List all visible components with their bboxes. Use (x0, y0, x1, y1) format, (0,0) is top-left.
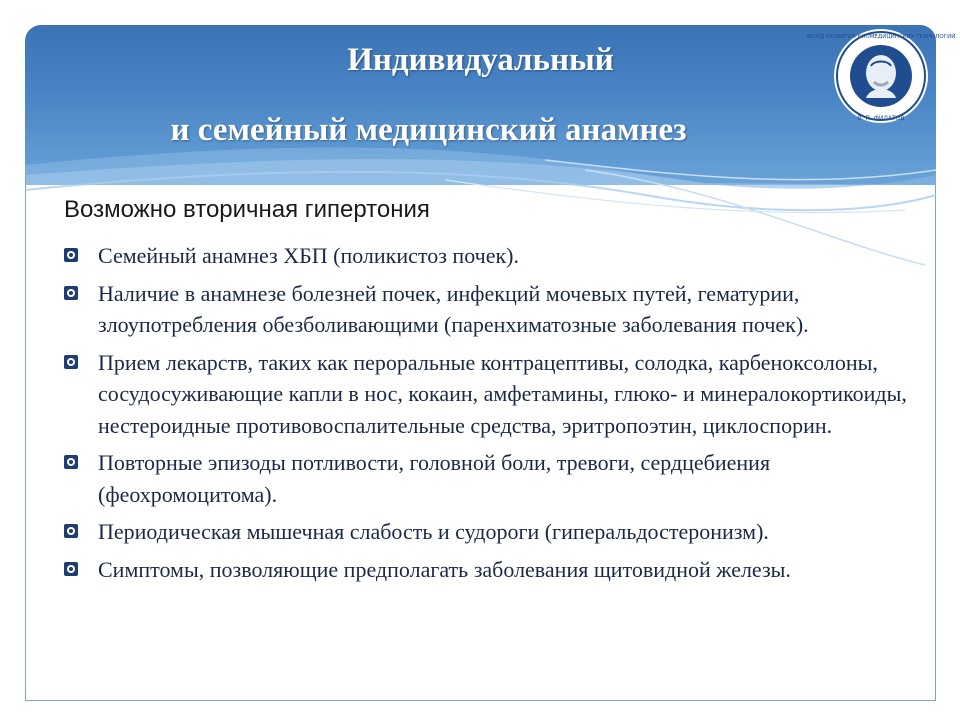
logo-bottom-text: В. П. ФИЛАТОВ (857, 115, 905, 122)
bullet-icon (64, 562, 78, 576)
list-item-text: Повторные эпизоды потливости, головной боли, тревоги, сердцебиения (феохромоцитома). (98, 450, 771, 507)
list-item (64, 347, 924, 442)
bullet-icon (64, 248, 78, 262)
bullet-list (64, 240, 924, 591)
bullet-icon (64, 286, 78, 300)
foundation-logo-icon (806, 26, 956, 126)
bullet-icon (64, 524, 78, 538)
logo-ring-text: ФОНД РАЗВИТИЯ БИОМЕДИЦИНСКИХ ТЕХНОЛОГИЙ (806, 34, 956, 40)
list-item-text: Семейный анамнез ХБП (поликистоз почек). (98, 243, 519, 268)
title-line-2: и семейный медицинский анамнез (170, 112, 687, 148)
list-item-text: Симптомы, позволяющие предполагать заболевания щитовидной железы. (98, 556, 791, 582)
list-item (64, 240, 924, 272)
section-subtitle: Возможно вторичная гипертония (64, 196, 430, 223)
list-item (64, 516, 924, 548)
list-item (64, 554, 924, 586)
list-item-text: Прием лекарств, таких как пероральные контрацептивы, солодка, карбеноксолоны, сосудосуживающие капли в нос, кокаин, амфетамины, глюко- и минералокортикоиды, нестероидные противовоспалительные средства, эритропоэтин, циклоспорин. (98, 349, 907, 438)
list-item-text: Наличие в анамнезе болезней почек, инфекций мочевых путей, гематурии, злоупотребления обезболивающими (паренхиматозные заболевания почек). (98, 280, 809, 337)
list-item (64, 447, 924, 510)
list-item-text: Периодическая мышечная слабость и судороги (гиперальдостеронизм). (98, 519, 769, 544)
title-line-1: Индивидуальный (347, 42, 614, 78)
list-item (64, 278, 924, 341)
bullet-icon (64, 355, 78, 369)
bullet-icon (64, 455, 78, 469)
